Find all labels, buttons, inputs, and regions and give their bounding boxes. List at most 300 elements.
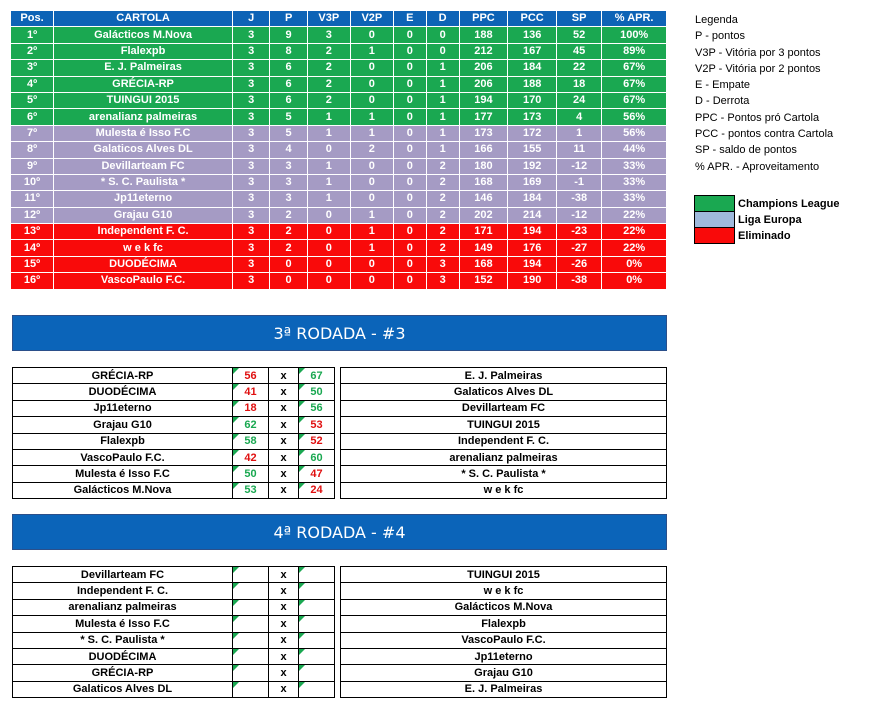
legend-line: PCC - pontos contra Cartola xyxy=(695,128,834,141)
standings-cell-sp: -38 xyxy=(556,191,601,207)
standings-cell-pos: 10º xyxy=(11,174,54,190)
standings-cell-pos: 2º xyxy=(11,43,54,59)
standings-cell-d: 2 xyxy=(426,224,459,240)
standings-cell-pos: 3º xyxy=(11,60,54,76)
standings-cell-d: 2 xyxy=(426,240,459,256)
standings-cell-apr: 22% xyxy=(602,207,667,223)
away-score xyxy=(299,648,335,664)
standings-cell-ppc: 212 xyxy=(459,43,508,59)
standings-cell-pcc: 184 xyxy=(508,191,557,207)
standings-table xyxy=(10,10,667,290)
home-team: GRÉCIA-RP xyxy=(13,368,233,384)
standings-cell-team: Devillarteam FC xyxy=(54,158,233,174)
standings-cell-d: 2 xyxy=(426,207,459,223)
standings-row xyxy=(11,224,667,240)
standings-cell-d: 0 xyxy=(426,27,459,43)
standings-row xyxy=(11,43,667,59)
match-row xyxy=(13,433,667,449)
home-score xyxy=(233,583,269,599)
standings-cell-j: 3 xyxy=(233,109,270,125)
standings-cell-ppc: 188 xyxy=(459,27,508,43)
standings-cell-apr: 67% xyxy=(602,76,667,92)
standings-row xyxy=(11,256,667,272)
standings-cell-pos: 4º xyxy=(11,76,54,92)
standings-cell-ppc: 149 xyxy=(459,240,508,256)
standings-cell-v2p: 1 xyxy=(350,207,393,223)
home-score xyxy=(233,632,269,648)
standings-cell-d: 1 xyxy=(426,76,459,92)
home-score xyxy=(233,681,269,697)
standings-cell-d: 3 xyxy=(426,256,459,272)
standings-cell-v2p: 0 xyxy=(350,76,393,92)
versus-separator: x xyxy=(269,384,299,400)
standings-cell-team: Mulesta é Isso F.C xyxy=(54,125,233,141)
zone-color-legend xyxy=(694,195,843,244)
standings-cell-pos: 11º xyxy=(11,191,54,207)
home-team: DUODÉCIMA xyxy=(13,384,233,400)
standings-cell-sp: -1 xyxy=(556,174,601,190)
header-v3p: V3P xyxy=(307,11,350,27)
round4-banner: 4ª RODADA - #4 xyxy=(12,514,667,550)
standings-cell-apr: 44% xyxy=(602,142,667,158)
standings-cell-v3p: 1 xyxy=(307,191,350,207)
away-score xyxy=(299,681,335,697)
header-pcc: PCC xyxy=(508,11,557,27)
standings-cell-e: 0 xyxy=(393,240,426,256)
standings-cell-sp: -26 xyxy=(556,256,601,272)
standings-cell-e: 0 xyxy=(393,125,426,141)
round3-matches-table xyxy=(12,367,667,499)
standings-row xyxy=(11,27,667,43)
home-team: arenalianz palmeiras xyxy=(13,599,233,615)
zone-label-champions: Champions League xyxy=(738,197,840,210)
home-score: 56 xyxy=(233,368,269,384)
match-row xyxy=(13,400,667,416)
round3-body xyxy=(13,368,667,499)
standings-cell-d: 1 xyxy=(426,92,459,108)
standings-row xyxy=(11,191,667,207)
standings-cell-e: 0 xyxy=(393,142,426,158)
standings-cell-v2p: 0 xyxy=(350,256,393,272)
standings-cell-ppc: 194 xyxy=(459,92,508,108)
away-team: TUINGUI 2015 xyxy=(341,417,667,433)
match-row xyxy=(13,616,667,632)
standings-cell-d: 3 xyxy=(426,273,459,289)
away-team: w e k fc xyxy=(341,583,667,599)
standings-cell-apr: 22% xyxy=(602,224,667,240)
standings-row xyxy=(11,273,667,289)
standings-cell-v3p: 2 xyxy=(307,43,350,59)
standings-cell-d: 1 xyxy=(426,125,459,141)
away-score xyxy=(299,616,335,632)
away-score xyxy=(299,567,335,583)
standings-cell-apr: 67% xyxy=(602,60,667,76)
zone-label-eliminated: Eliminado xyxy=(738,229,791,242)
away-score: 47 xyxy=(299,466,335,482)
home-team: Independent F. C. xyxy=(13,583,233,599)
home-team: Devillarteam FC xyxy=(13,567,233,583)
standings-cell-apr: 89% xyxy=(602,43,667,59)
standings-cell-pcc: 136 xyxy=(508,27,557,43)
swatch-eliminated xyxy=(695,228,735,244)
match-row xyxy=(13,368,667,384)
standings-cell-apr: 33% xyxy=(602,174,667,190)
standings-cell-pcc: 214 xyxy=(508,207,557,223)
legend-line: SP - saldo de pontos xyxy=(695,144,797,157)
standings-cell-d: 2 xyxy=(426,174,459,190)
away-score: 24 xyxy=(299,482,335,498)
home-team: DUODÉCIMA xyxy=(13,648,233,664)
standings-cell-e: 0 xyxy=(393,191,426,207)
standings-cell-pos: 14º xyxy=(11,240,54,256)
standings-cell-ppc: 168 xyxy=(459,256,508,272)
standings-cell-pcc: 170 xyxy=(508,92,557,108)
round4-matches-table xyxy=(12,566,667,698)
standings-cell-e: 0 xyxy=(393,43,426,59)
standings-cell-v3p: 1 xyxy=(307,109,350,125)
away-team: Jp11eterno xyxy=(341,648,667,664)
standings-cell-apr: 67% xyxy=(602,92,667,108)
legend xyxy=(695,12,865,175)
legend-line: V2P - Vitória por 2 pontos xyxy=(695,62,821,75)
standings-cell-v2p: 1 xyxy=(350,224,393,240)
standings-cell-v3p: 0 xyxy=(307,240,350,256)
versus-separator: x xyxy=(269,482,299,498)
away-team: Galácticos M.Nova xyxy=(341,599,667,615)
standings-cell-ppc: 171 xyxy=(459,224,508,240)
standings-cell-team: TUINGUI 2015 xyxy=(54,92,233,108)
standings-cell-j: 3 xyxy=(233,273,270,289)
versus-separator: x xyxy=(269,449,299,465)
versus-separator: x xyxy=(269,616,299,632)
header-pos: Pos. xyxy=(11,11,54,27)
standings-cell-pcc: 184 xyxy=(508,60,557,76)
standings-cell-j: 3 xyxy=(233,60,270,76)
standings-cell-team: GRÉCIA-RP xyxy=(54,76,233,92)
match-row xyxy=(13,384,667,400)
versus-separator: x xyxy=(269,400,299,416)
away-team: * S. C. Paulista * xyxy=(341,466,667,482)
standings-cell-p: 6 xyxy=(270,60,307,76)
versus-separator: x xyxy=(269,648,299,664)
standings-cell-apr: 56% xyxy=(602,109,667,125)
standings-cell-sp: 1 xyxy=(556,125,601,141)
match-row xyxy=(13,665,667,681)
standings-cell-p: 0 xyxy=(270,273,307,289)
away-team: Devillarteam FC xyxy=(341,400,667,416)
header-d: D xyxy=(426,11,459,27)
standings-cell-v3p: 0 xyxy=(307,142,350,158)
zone-label-europa: Liga Europa xyxy=(738,213,802,226)
standings-cell-v3p: 0 xyxy=(307,273,350,289)
standings-cell-v2p: 2 xyxy=(350,142,393,158)
standings-cell-pcc: 169 xyxy=(508,174,557,190)
standings-cell-pcc: 190 xyxy=(508,273,557,289)
standings-row xyxy=(11,142,667,158)
header-j: J xyxy=(233,11,270,27)
header-p: P xyxy=(270,11,307,27)
standings-cell-team: Independent F. C. xyxy=(54,224,233,240)
standings-cell-j: 3 xyxy=(233,256,270,272)
standings-cell-v2p: 1 xyxy=(350,125,393,141)
standings-row xyxy=(11,207,667,223)
standings-body xyxy=(11,27,667,289)
standings-row xyxy=(11,92,667,108)
versus-separator: x xyxy=(269,417,299,433)
standings-cell-pos: 16º xyxy=(11,273,54,289)
standings-cell-v2p: 0 xyxy=(350,158,393,174)
standings-cell-team: VascoPaulo F.C. xyxy=(54,273,233,289)
standings-cell-v3p: 2 xyxy=(307,92,350,108)
standings-cell-v3p: 0 xyxy=(307,224,350,240)
standings-cell-ppc: 180 xyxy=(459,158,508,174)
standings-cell-p: 3 xyxy=(270,158,307,174)
away-team: TUINGUI 2015 xyxy=(341,567,667,583)
versus-separator: x xyxy=(269,599,299,615)
standings-cell-p: 5 xyxy=(270,125,307,141)
home-score xyxy=(233,616,269,632)
standings-cell-p: 9 xyxy=(270,27,307,43)
standings-cell-v2p: 1 xyxy=(350,240,393,256)
standings-cell-d: 0 xyxy=(426,43,459,59)
standings-header-row xyxy=(11,11,667,27)
standings-cell-e: 0 xyxy=(393,60,426,76)
standings-cell-e: 0 xyxy=(393,158,426,174)
standings-cell-d: 1 xyxy=(426,109,459,125)
standings-cell-j: 3 xyxy=(233,207,270,223)
away-score: 50 xyxy=(299,384,335,400)
standings-cell-sp: 11 xyxy=(556,142,601,158)
standings-cell-v2p: 1 xyxy=(350,43,393,59)
match-row xyxy=(13,449,667,465)
standings-cell-e: 0 xyxy=(393,109,426,125)
standings-row xyxy=(11,109,667,125)
standings-cell-p: 2 xyxy=(270,240,307,256)
standings-cell-team: * S. C. Paulista * xyxy=(54,174,233,190)
match-row xyxy=(13,681,667,697)
legend-line: P - pontos xyxy=(695,30,745,43)
home-score: 62 xyxy=(233,417,269,433)
standings-cell-sp: -12 xyxy=(556,158,601,174)
standings-cell-pos: 1º xyxy=(11,27,54,43)
legend-line: PPC - Pontos pró Cartola xyxy=(695,111,820,124)
standings-cell-ppc: 177 xyxy=(459,109,508,125)
away-team: E. J. Palmeiras xyxy=(341,368,667,384)
standings-cell-j: 3 xyxy=(233,76,270,92)
standings-cell-v2p: 0 xyxy=(350,27,393,43)
header-sp: SP xyxy=(556,11,601,27)
match-row xyxy=(13,648,667,664)
standings-cell-pos: 15º xyxy=(11,256,54,272)
standings-cell-p: 0 xyxy=(270,256,307,272)
standings-row xyxy=(11,60,667,76)
standings-cell-v2p: 0 xyxy=(350,191,393,207)
standings-cell-v2p: 0 xyxy=(350,60,393,76)
legend-line: V3P - Vitória por 3 pontos xyxy=(695,46,821,59)
standings-cell-p: 4 xyxy=(270,142,307,158)
standings-cell-ppc: 166 xyxy=(459,142,508,158)
header-ppc: PPC xyxy=(459,11,508,27)
zone-eliminated xyxy=(695,228,843,244)
standings-cell-ppc: 168 xyxy=(459,174,508,190)
home-score: 18 xyxy=(233,400,269,416)
home-team: GRÉCIA-RP xyxy=(13,665,233,681)
match-row xyxy=(13,583,667,599)
standings-cell-e: 0 xyxy=(393,256,426,272)
home-team: * S. C. Paulista * xyxy=(13,632,233,648)
legend-line: D - Derrota xyxy=(695,95,750,108)
standings-cell-p: 6 xyxy=(270,76,307,92)
swatch-europa xyxy=(695,212,735,228)
home-team: VascoPaulo F.C. xyxy=(13,449,233,465)
versus-separator: x xyxy=(269,665,299,681)
home-team: Mulesta é Isso F.C xyxy=(13,616,233,632)
home-team: Galácticos M.Nova xyxy=(13,482,233,498)
away-team: VascoPaulo F.C. xyxy=(341,632,667,648)
standings-cell-sp: -23 xyxy=(556,224,601,240)
home-score: 50 xyxy=(233,466,269,482)
home-score: 53 xyxy=(233,482,269,498)
match-row xyxy=(13,632,667,648)
versus-separator: x xyxy=(269,681,299,697)
standings-cell-v3p: 2 xyxy=(307,60,350,76)
standings-cell-p: 3 xyxy=(270,191,307,207)
standings-cell-v3p: 1 xyxy=(307,174,350,190)
standings-cell-j: 3 xyxy=(233,158,270,174)
swatch-champions xyxy=(695,196,735,212)
standings-cell-j: 3 xyxy=(233,27,270,43)
standings-cell-ppc: 206 xyxy=(459,76,508,92)
home-team: Jp11eterno xyxy=(13,400,233,416)
round4-body xyxy=(13,567,667,698)
match-row xyxy=(13,417,667,433)
away-score xyxy=(299,583,335,599)
standings-cell-e: 0 xyxy=(393,27,426,43)
home-team: Galaticos Alves DL xyxy=(13,681,233,697)
standings-cell-j: 3 xyxy=(233,142,270,158)
home-score xyxy=(233,665,269,681)
standings-cell-j: 3 xyxy=(233,92,270,108)
standings-cell-pcc: 188 xyxy=(508,76,557,92)
legend-line: E - Empate xyxy=(695,79,751,92)
versus-separator: x xyxy=(269,433,299,449)
away-score xyxy=(299,599,335,615)
standings-cell-pos: 6º xyxy=(11,109,54,125)
zone-champions xyxy=(695,196,843,212)
standings-cell-team: Galácticos M.Nova xyxy=(54,27,233,43)
standings-cell-p: 5 xyxy=(270,109,307,125)
standings-cell-d: 2 xyxy=(426,158,459,174)
home-score xyxy=(233,648,269,664)
header-cartola: CARTOLA xyxy=(54,11,233,27)
standings-cell-v3p: 0 xyxy=(307,256,350,272)
standings-cell-sp: -12 xyxy=(556,207,601,223)
standings-cell-p: 2 xyxy=(270,207,307,223)
versus-separator: x xyxy=(269,368,299,384)
standings-cell-v3p: 1 xyxy=(307,158,350,174)
header-apr: % APR. xyxy=(602,11,667,27)
standings-cell-j: 3 xyxy=(233,174,270,190)
zone-europa xyxy=(695,212,843,228)
standings-cell-team: Jp11eterno xyxy=(54,191,233,207)
standings-cell-sp: 4 xyxy=(556,109,601,125)
match-row xyxy=(13,466,667,482)
home-team: Flalexpb xyxy=(13,433,233,449)
standings-cell-apr: 33% xyxy=(602,191,667,207)
standings-cell-d: 1 xyxy=(426,142,459,158)
standings-cell-v2p: 1 xyxy=(350,109,393,125)
standings-row xyxy=(11,76,667,92)
standings-cell-ppc: 173 xyxy=(459,125,508,141)
standings-cell-j: 3 xyxy=(233,224,270,240)
standings-cell-sp: 24 xyxy=(556,92,601,108)
standings-cell-sp: 18 xyxy=(556,76,601,92)
away-score: 52 xyxy=(299,433,335,449)
standings-cell-sp: -38 xyxy=(556,273,601,289)
away-score: 67 xyxy=(299,368,335,384)
standings-cell-j: 3 xyxy=(233,240,270,256)
standings-cell-p: 6 xyxy=(270,92,307,108)
standings-cell-team: arenalianz palmeiras xyxy=(54,109,233,125)
standings-cell-pcc: 167 xyxy=(508,43,557,59)
standings-cell-pcc: 173 xyxy=(508,109,557,125)
standings-cell-pcc: 194 xyxy=(508,256,557,272)
away-team: Grajau G10 xyxy=(341,665,667,681)
match-row xyxy=(13,482,667,498)
versus-separator: x xyxy=(269,466,299,482)
home-score: 42 xyxy=(233,449,269,465)
standings-cell-v2p: 0 xyxy=(350,174,393,190)
standings-cell-j: 3 xyxy=(233,43,270,59)
standings-cell-sp: -27 xyxy=(556,240,601,256)
home-score: 41 xyxy=(233,384,269,400)
away-team: E. J. Palmeiras xyxy=(341,681,667,697)
standings-cell-v3p: 1 xyxy=(307,125,350,141)
standings-cell-e: 0 xyxy=(393,92,426,108)
standings-cell-j: 3 xyxy=(233,125,270,141)
match-row xyxy=(13,567,667,583)
away-score: 60 xyxy=(299,449,335,465)
standings-cell-pcc: 176 xyxy=(508,240,557,256)
header-e: E xyxy=(393,11,426,27)
standings-cell-apr: 56% xyxy=(602,125,667,141)
standings-cell-v3p: 2 xyxy=(307,76,350,92)
versus-separator: x xyxy=(269,583,299,599)
standings-cell-ppc: 146 xyxy=(459,191,508,207)
standings-cell-v3p: 3 xyxy=(307,27,350,43)
standings-cell-team: w e k fc xyxy=(54,240,233,256)
standings-cell-apr: 33% xyxy=(602,158,667,174)
standings-cell-pcc: 172 xyxy=(508,125,557,141)
standings-cell-ppc: 206 xyxy=(459,60,508,76)
standings-cell-v3p: 0 xyxy=(307,207,350,223)
standings-cell-team: Flalexpb xyxy=(54,43,233,59)
away-team: w e k fc xyxy=(341,482,667,498)
standings-row xyxy=(11,125,667,141)
standings-cell-sp: 52 xyxy=(556,27,601,43)
home-score xyxy=(233,599,269,615)
standings-cell-p: 3 xyxy=(270,174,307,190)
standings-cell-d: 1 xyxy=(426,60,459,76)
standings-cell-pos: 12º xyxy=(11,207,54,223)
standings-cell-pos: 8º xyxy=(11,142,54,158)
standings-cell-e: 0 xyxy=(393,207,426,223)
standings-cell-ppc: 202 xyxy=(459,207,508,223)
standings-cell-team: E. J. Palmeiras xyxy=(54,60,233,76)
standings-cell-v2p: 0 xyxy=(350,92,393,108)
away-team: Flalexpb xyxy=(341,616,667,632)
standings-cell-sp: 22 xyxy=(556,60,601,76)
